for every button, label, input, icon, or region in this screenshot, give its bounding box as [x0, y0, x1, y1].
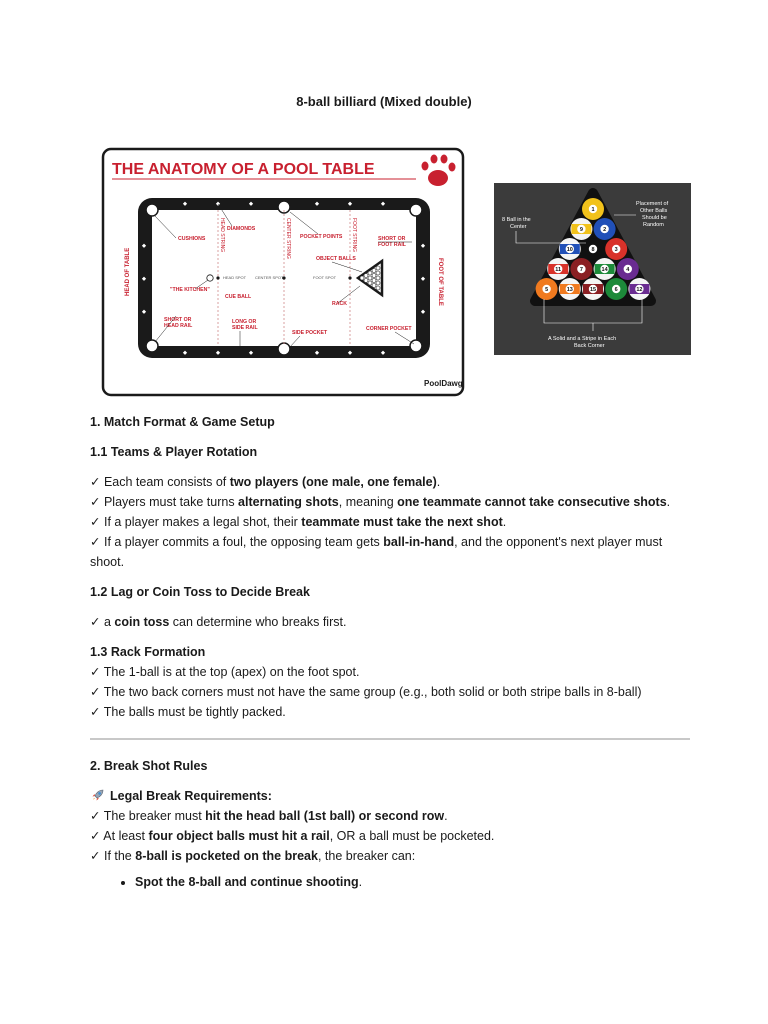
pool-ball-number: 14 [601, 267, 608, 274]
svg-text:Random: Random [643, 222, 664, 228]
svg-text:Placement of: Placement of [636, 201, 669, 207]
svg-text:FOOT OF TABLE: FOOT OF TABLE [437, 258, 443, 306]
pool-ball [605, 238, 627, 260]
pool-ball [594, 218, 616, 240]
check-item: ✓ The 1-ball is at the top (apex) on the foot spot. [90, 665, 360, 679]
bullet-item: • Spot the 8-ball and continue shooting. [135, 872, 690, 892]
svg-text:CENTER SPOT: CENTER SPOT [255, 275, 284, 280]
svg-text:CUSHIONS: CUSHIONS [178, 236, 206, 242]
rack-arrangement-figure [494, 183, 691, 355]
brand-logo: PoolDawg [424, 379, 463, 388]
pool-ball [547, 258, 569, 280]
pool-ball-number: 3 [614, 247, 618, 254]
check-item: ✓ If a player makes a legal shot, their teammate must take the next shot. [90, 515, 507, 529]
svg-text:SIDE POCKET: SIDE POCKET [292, 330, 328, 336]
check-item: ✓ If a player commits a foul, the opposing team gets ball-in-hand, and the opponent's next player must shoot. [90, 535, 663, 569]
check-item: ✓ The two back corners must not have the same group (e.g., both solid or both stripe balls in 8-ball) [90, 685, 642, 699]
pool-ball [605, 278, 627, 300]
pool-ball-number: 13 [566, 287, 573, 294]
pool-ball-number: 5 [545, 287, 549, 294]
pool-ball [559, 238, 581, 260]
svg-text:HEAD OF TABLE: HEAD OF TABLE [125, 247, 131, 296]
svg-text:CUE BALL: CUE BALL [225, 294, 252, 300]
svg-text:OBJECT BALLS: OBJECT BALLS [316, 256, 356, 262]
pool-ball-number: 11 [555, 267, 562, 274]
check-item: ✓ If the 8-ball is pocketed on the break, the breaker can: [90, 849, 416, 863]
check-item: ✓ The balls must be tightly packed. [90, 705, 286, 719]
pool-ball-number: 2 [603, 227, 607, 234]
pool-ball [628, 278, 650, 300]
svg-text:A Solid and a Stripe in Each: A Solid and a Stripe in Each [548, 336, 617, 342]
svg-text:HEAD STRING: HEAD STRING [219, 218, 225, 253]
bullet-list [90, 872, 690, 892]
svg-text:SIDE RAIL: SIDE RAIL [232, 325, 258, 331]
svg-text:HEAD SPOT: HEAD SPOT [223, 275, 247, 280]
section-1-heading: 1. Match Format & Game Setup [90, 415, 275, 429]
section-2-heading: 2. Break Shot Rules [90, 759, 208, 773]
pool-ball [536, 278, 558, 300]
pool-ball-number: 15 [589, 287, 597, 294]
pool-ball-number: 1 [591, 207, 595, 214]
svg-text:"THE KITCHEN": "THE KITCHEN" [170, 287, 210, 293]
pool-ball [594, 258, 616, 280]
svg-text:HEAD RAIL: HEAD RAIL [164, 323, 193, 329]
pool-ball-number: 12 [636, 287, 643, 294]
document-title: 8-ball billiard (Mixed double) [296, 94, 472, 109]
svg-text:FOOT STRING: FOOT STRING [351, 218, 357, 253]
svg-text:FOOT SPOT: FOOT SPOT [313, 275, 337, 280]
section-2-subheading: Legal Break Requirements: [90, 786, 690, 806]
svg-text:POCKET POINTS: POCKET POINTS [300, 234, 343, 240]
svg-text:DIAMONDS: DIAMONDS [227, 226, 256, 232]
pool-ball-number: 6 [614, 287, 618, 294]
section-1-2-heading: 1.2 Lag or Coin Toss to Decide Break [90, 585, 310, 599]
svg-text:Back Corner: Back Corner [574, 343, 605, 349]
svg-text:RACK: RACK [332, 301, 347, 307]
check-item: ✓ At least four object balls must hit a rail, OR a ball must be pocketed. [90, 829, 495, 843]
svg-text:LONG OR: LONG OR [232, 319, 257, 325]
section-1-3-heading: 1.3 Rack Formation [90, 645, 206, 659]
horizontal-divider [90, 738, 690, 740]
pool-ball [559, 278, 581, 300]
section-1-1-heading: 1.1 Teams & Player Rotation [90, 445, 258, 459]
svg-text:SHORT OR: SHORT OR [378, 236, 406, 242]
pool-ball [617, 258, 639, 280]
pool-ball [570, 258, 592, 280]
rocket-icon [90, 787, 106, 803]
pool-ball [570, 218, 592, 240]
check-item: ✓ a coin toss can determine who breaks first. [90, 615, 347, 629]
svg-text:CENTER STRING: CENTER STRING [285, 218, 291, 259]
pool-table-anatomy-figure [100, 146, 466, 398]
pool-ball-number: 7 [579, 267, 583, 274]
pool-ball [582, 198, 604, 220]
pool-ball-number: 10 [566, 247, 573, 254]
svg-text:8 Ball in the: 8 Ball in the [502, 217, 531, 223]
check-item: ✓ Players must take turns alternating shots, meaning one teammate cannot take consecutive shots. [90, 495, 671, 509]
svg-text:Center: Center [510, 224, 527, 230]
svg-text:FOOT RAIL: FOOT RAIL [378, 242, 406, 248]
pool-ball [582, 278, 604, 300]
svg-text:CORNER POCKET: CORNER POCKET [366, 326, 412, 332]
document-body [90, 412, 690, 892]
check-item: ✓ Each team consists of two players (one male, one female). [90, 475, 441, 489]
check-item: ✓ The breaker must hit the head ball (1st ball) or second row. [90, 809, 448, 823]
figure-heading: THE ANATOMY OF A POOL TABLE [112, 161, 375, 178]
pool-ball-number: 8 [591, 247, 595, 254]
section-1-1-list [90, 472, 690, 572]
pool-ball [582, 238, 604, 260]
pool-ball-number: 9 [579, 227, 583, 234]
svg-text:Other Balls: Other Balls [640, 208, 668, 214]
svg-text:SHORT OR: SHORT OR [164, 317, 192, 323]
svg-text:Should be: Should be [642, 215, 667, 221]
pool-ball-number: 4 [626, 267, 630, 274]
